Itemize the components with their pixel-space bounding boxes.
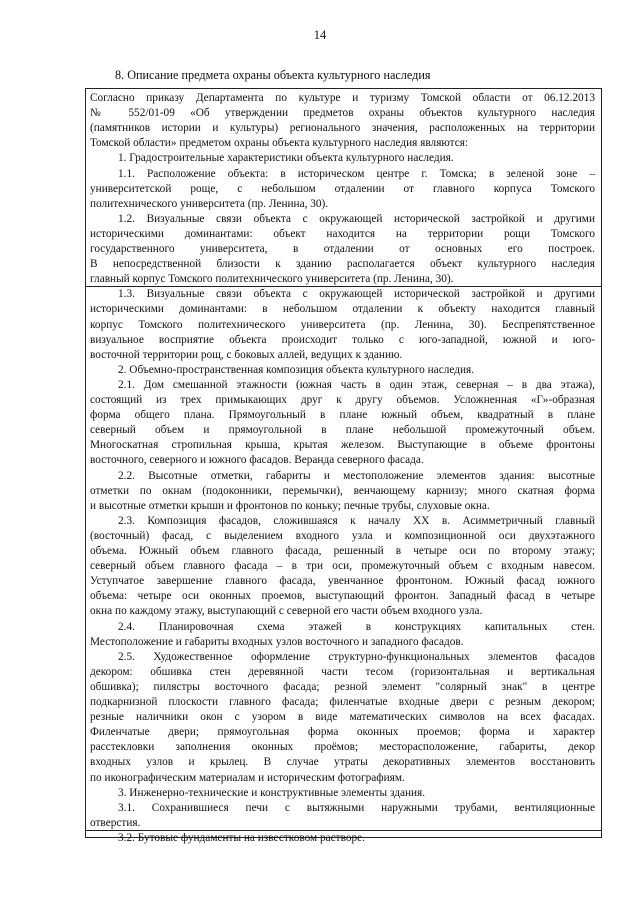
text-line: историческими доминантами: в небольшом отдалении к объекту находится главный: [90, 303, 595, 316]
text-line: окна по каждому этажу, выступающий с северной его части объем входного узла.: [90, 605, 483, 618]
text-line: объема: четыре оси оконных проемов, выступающий фронтон. Западный фасад в четыре: [90, 590, 595, 603]
page-number: 14: [313, 28, 327, 42]
text-line: историческими доминантами: объект находится на территории рощи Томского: [90, 227, 595, 240]
text-line: отверстия.: [90, 816, 141, 829]
text-line: 1.3. Визуальные связи объекта с окружающей исторической застройкой и другими: [118, 288, 595, 301]
text-line: 2.1. Дом смешанной этажности (южная часть в один этаж, северная – в два этажа),: [118, 378, 595, 391]
text-line: Филенчатые двери; прямоугольная форма оконных проемов; форма и характер: [90, 726, 595, 739]
text-line: визуальное восприятие объекта происходит только с юго-западной, южной и юго-: [90, 333, 595, 346]
text-line: обшивка); пилястры восточного фасада; резной элемент "солярный знак" в центре: [90, 680, 595, 693]
frame-divider: [85, 830, 602, 831]
text-line: 2. Объемно-пространственная композиция объекта культурного наследия.: [118, 363, 475, 376]
text-line: и высотные отметки крыши и фронтонов по коньку; печные трубы, слуховые окна.: [90, 499, 490, 512]
text-line: 2.4. Планировочная схема этажей в конструкциях капитальных стен.: [118, 620, 595, 633]
text-line: № 552/01-09 «Об утверждении предметов охраны объектов культурного наследия: [90, 107, 595, 120]
text-line: по иконографическим материалам и историческим фотографиям.: [90, 771, 405, 784]
text-line: 1.2. Визуальные связи объекта с окружающей исторической застройкой и другими: [118, 212, 595, 225]
text-line: декором: обшивка стен деревянной части тесом (горизонтальная и вертикальная: [90, 665, 595, 678]
text-line: (восточный) фасад, с выделением входного узла и композиционной оси двухэтажного: [90, 529, 595, 542]
text-line: 3.2. Бутовые фундаменты на известковом растворе.: [118, 831, 366, 844]
text-line: 2.5. Художественное оформление структурно-функциональных элементов фасадов: [118, 650, 595, 663]
text-line: отметки по окнам (подоконники, перемычки), венчающему карнизу; много скатная форма: [90, 484, 595, 497]
text-line: государственного университета, в отдалении от основных его построек.: [90, 243, 595, 255]
text-line: объема. Южный объем главного фасада, решенный в четыре оси по второму этажу;: [90, 545, 595, 557]
text-line: В непосредственной близости к зданию располагается объект культурного наследия: [90, 258, 595, 271]
text-line: форма общего плана. Прямоугольный в плане южный объем, квадратный в плане: [90, 409, 595, 422]
text-line: входных узлов и крылец. В случае утраты декоративных элементов восстановить: [90, 756, 595, 769]
text-line: 1.1. Расположение объекта: в историческом центре г. Томска; в зеленой зоне –: [118, 167, 595, 180]
text-line: политехнического университета (пр. Ленина, 30).: [90, 197, 329, 210]
text-line: северный объем и прямоугольной в плане небольшой промежуточный объем.: [90, 424, 595, 437]
text-line: Томской области» предметом охраны объекта культурного наследия являются:: [90, 137, 469, 150]
text-line: университетской роще, с небольшом отдалении от главного корпуса Томского: [90, 182, 595, 195]
text-line: подкарнизной плоскости главного фасада; филенчатые входные двери с резным декором;: [90, 696, 595, 708]
section-title: 8. Описание предмета охраны объекта культурного наследия: [115, 68, 431, 82]
text-line: главный корпус Томского политехнического университета (пр. Ленина, 30).: [90, 273, 454, 286]
text-line: 3. Инженерно-технические и конструктивные элементы здания.: [118, 786, 426, 799]
text-line: Уступчатое завершение главного фасада, увенчанное фронтоном. Южный фасад южного: [90, 575, 595, 588]
text-line: восточного, северного и южного фасадов. Веранда северного фасада.: [90, 454, 424, 467]
text-line: Многоскатная стропильная крыша, крытая железом. Выступающие в объеме фронтоны: [90, 439, 595, 452]
text-line: Согласно приказу Департамента по культуре и туризму Томской области от 06.12.2013: [90, 92, 595, 104]
text-line: (памятников истории и культуры) регионального значения, расположенных на территории: [90, 122, 595, 135]
text-line: корпус Томского политехнического университета (пр. Ленина, 30). Беспрепятственное: [90, 318, 595, 331]
text-line: 2.3. Композиция фасадов, сложившаяся к началу XX в. Асимметричный главный: [118, 514, 595, 527]
text-line: 1. Градостроительные характеристики объекта культурного наследия.: [118, 152, 454, 165]
text-line: расстекловки заполнения оконных проёмов; месторасположение, габариты, декор: [90, 741, 595, 754]
text-line: 2.2. Высотные отметки, габариты и местоположение элементов здания: высотные: [118, 469, 595, 482]
text-line: 3.1. Сохранившиеся печи с вытяжными наружными трубами, вентиляционные: [118, 801, 595, 814]
text-line: восточной территории рощ, с боковых аллей, ведущих к зданию.: [90, 348, 403, 361]
text-line: состоящий из трех примыкающих друг к другу объемов. Усложненная «Г»-образная: [90, 394, 595, 406]
text-line: резные наличники окон с узором в виде математических символов на всех фасадах.: [90, 711, 595, 724]
text-line: северный объем главного фасада – в три оси, промежуточный объем с входным навесом.: [90, 560, 595, 573]
frame-divider: [85, 286, 602, 287]
text-line: Местоположение и габариты входных узлов восточного и западного фасадов.: [90, 635, 464, 648]
